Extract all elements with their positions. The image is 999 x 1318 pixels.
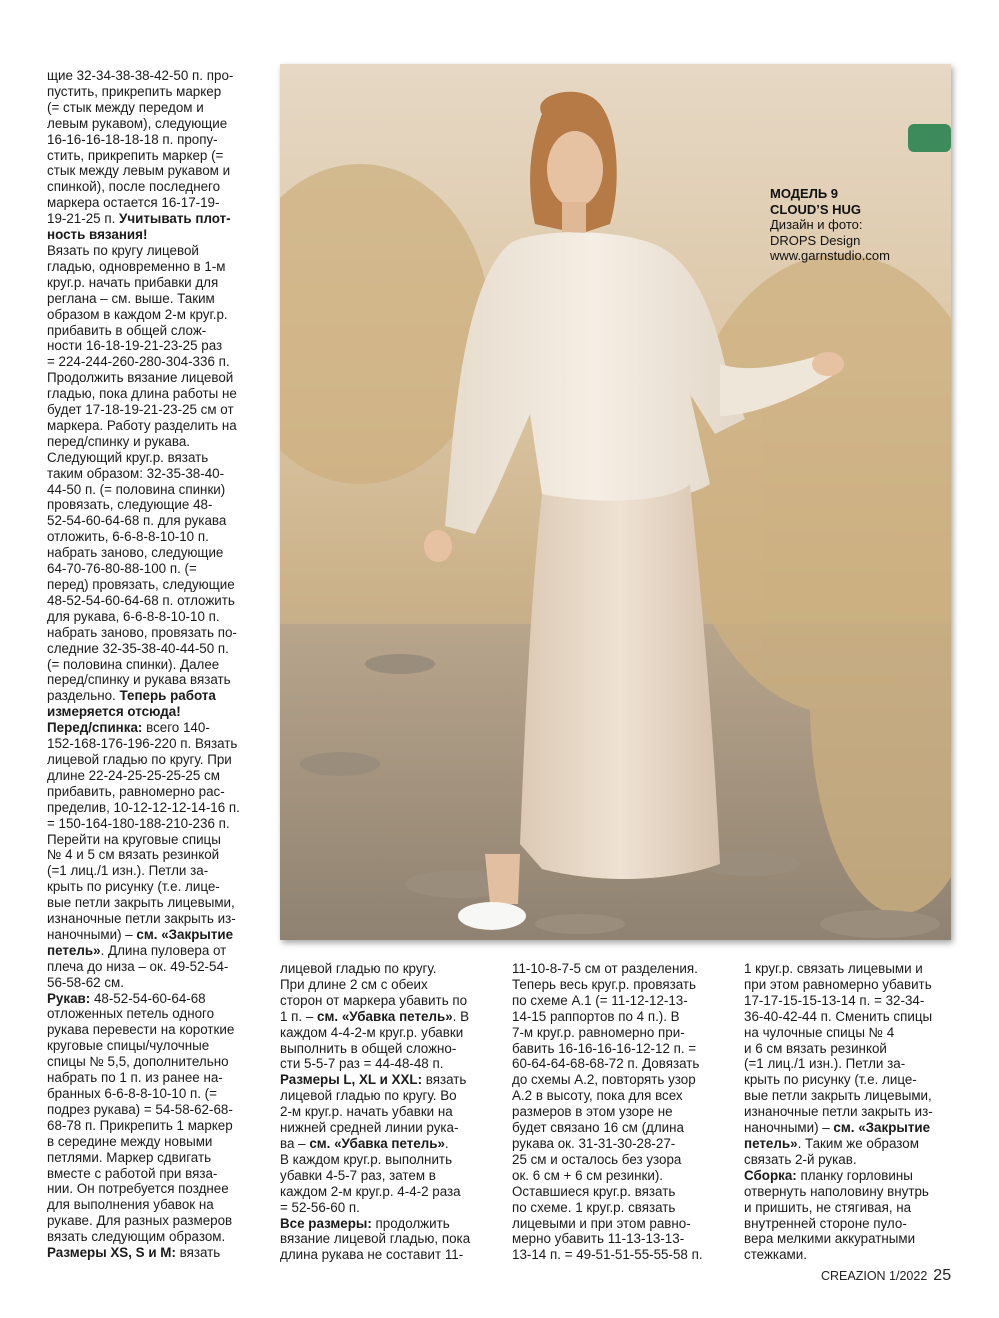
paragraph-text: . В каждом круг.р. выполнить убавки 4-5-7 раз, затем в каждом 2-м круг.р. 4-4-2 раза = 52-56-60 п. [280,1135,461,1215]
paragraph-text: 11-10-8-7-5 см от разделения. Теперь весь круг.р. провязать по схеме А.1 (= 11-12-12-13- 14-15 раппортов по 4 п.). В 7-м круг.р. равномерно при- бавить 16-16-16-16-12-12 п. = 60-64-64-68-68-72 п. Довязать до схемы А.2, повторять узор А.2 в высоту, пока для всех размеров в этом узоре не будет связано 16 см (длина рукава ок. 31-31-30-28-27- 25 см и осталось без узора ок. 6 см + 6 см резинки). Оставшиеся круг.р. вязать по схеме. 1 круг.р. связать лицевыми и при этом равно- мерно убавить 11-13-13-13- 13-14 п. = 49-51-51-55-55-58 п. [512,961,703,1263]
paragraph-text: щие 32-34-38-38-42-50 п. про- пустить, прикрепить маркер (= стык между передом и левым рукавом), следующие 16-16-16-18-18-18 п. пропу- стить, прикрепить маркер (= стык между левым рукавом и спинкой), после последнего маркера остается 16-17-19- 19-21-25 п. [47,68,234,227]
model-caption [770,186,940,264]
bold-term: см. «Закрытие петель» [744,1120,931,1151]
model-leg [485,854,520,904]
photo-green-object [908,124,951,152]
model-number: МОДЕЛЬ 9 [770,186,839,201]
model-skirt [520,484,720,879]
paragraph-text: планку горловины отвернуть наполовину внутрь и пришить, не стягивая, на внутренней стороне пуло- вера мелкими аккуратными стежками. [744,1167,929,1263]
paragraph-text: . Таким же образом связать 2-й рукав. [744,1135,919,1167]
paragraph-text: вязать лицевой гладью по кругу. Во 2-м круг.р. начать убавки на нижней средней линии рука- ва – [280,1072,467,1151]
bold-term: Рукав: [47,990,91,1006]
paragraph-text: 1 круг.р. связать лицевыми и при этом равномерно убавить 17-17-15-15-13-14 п. = 32-34- 36-40-42-44 п. Сменить спицы на чулочные спицы № 4 и 6 см вязать резинкой (=1 лиц./1 изн.). Петли за- крыть по рисунку (т.е. лице- вые петли закрыть лицевыми, изнаночные петли закрыть из- наночными) – [744,961,933,1136]
paragraph-text: . Длина пуловера от плеча до низа – ок. 49-52-54- 56-58-62 см. [47,942,229,990]
text-column-mid-1 [280,961,488,1263]
paragraph-text: вязать [175,1245,221,1261]
bold-term: Сборка: [744,1167,797,1183]
text-column-right [744,961,959,1263]
paragraph-text: Вязать по кругу лицевой гладью, одновременно в 1-м круг.р. начать прибавки для реглана – см. выше. Таким образом в каждом 2-м круг.р. прибавить в общей слож- ности 16-18-19-21-23-25 раз = 224-244-260-280-304-336 п. Продолжить вязание лицевой гладью, пока длина работы не будет 17-18-19-21-23-25 см от маркера. Работу разделить на перед/спинку и рукава. Следующий круг.р. вязать таким образом: 32-35-38-40- 44-50 п. (= половина спинки) провязать, следующие 48- 52-54-60-64-68 п. для рукава отложить, 6-6-8-8-10-10 п. набрать заново, следующие 64-70-76-80-88-100 п. (= перед) провязать, следующие 48-52-54-60-64-68 п. отложить для рукава, 6-6-8-8-10-10 п. набрать заново, провязать по- следние 32-35-38-40-44-50 п. (= половина спинки). Далее перед/спинку и рукава вязать раздельно. [47,242,237,704]
bold-term: см. «Убавка петель» [317,1008,453,1024]
bold-term: Размеры XS, S и M: [47,1245,176,1261]
model-neck [562,202,586,232]
model-hand-left [424,530,452,562]
paragraph-text: всего 140- 152-168-176-196-220 п. Вязать лицевой гладью по кругу. При длине 22-24-25-25-25-25 см прибавить, равномерно рас- пределив, 10-12-12-12-14-16 п. = 150-164-180-188-210-236 п. Перейти на круговые спицы № 4 и 5 см вязать резинкой (=1 лиц./1 изн.). Петли за- крыть по рисунку (т.е. лице- вые петли закрыть лицевыми, изнаночные петли закрыть из- наночными) – [47,720,240,942]
designer-site: www.garnstudio.com [770,248,890,263]
credit-label: Дизайн и фото: [770,217,863,232]
page-number: 25 [933,1267,952,1284]
bold-term: Размеры L, XL и XXL: [280,1072,423,1088]
paragraph-text: 48-52-54-60-64-68 отложенных петель одного рукава перевести на короткие круговые спицы/чулочные спицы № 5,5, дополнительно набрать по 1 п. из ранее на- бранных 6-6-8-8-10-10 п. (= подрез рукава) = 54-58-62-68- 68-78 п. Прикрепить 1 маркер в середине между новыми петлями. Маркер сдвигать вместе с работой при вяза- нии. Он потребуется позднее для выполнения убавок на рукаве. Для разных размеров вязать следующим образом. [47,990,235,1245]
bold-term: Теперь работа измеряется отсюда! Перед/спинка: [47,688,216,736]
paragraph-text: . В каждом 4-4-2-м круг.р. убавки выполнить в общей сложно- сти 5-5-7 раз = 44-48-48 п. [280,1008,470,1072]
bold-term: см. «Закрытие петель» [47,926,234,958]
paragraph-text: лицевой гладью по кругу. При длине 2 см с обеих сторон от маркера убавить по 1 п. – [280,961,468,1024]
designer-name: DROPS Design [770,232,861,248]
model-name: CLOUD’S HUG [770,201,861,217]
text-column-left [47,68,265,1261]
text-column-mid-2 [512,961,724,1263]
page-footer [821,1267,951,1285]
paragraph-text: продолжить вязание лицевой гладью, пока длина рукава не составит 11- [280,1215,471,1263]
model-shoe [458,902,526,930]
model-hand-right [812,352,844,376]
bold-term: Все размеры: [280,1215,372,1231]
model-face [547,131,603,207]
magazine-issue: CREAZION 1/2022 [821,1269,928,1283]
bold-term: Учитывать плот- ность вязания! [47,211,231,243]
bold-term: см. «Убавка петель» [309,1135,445,1151]
